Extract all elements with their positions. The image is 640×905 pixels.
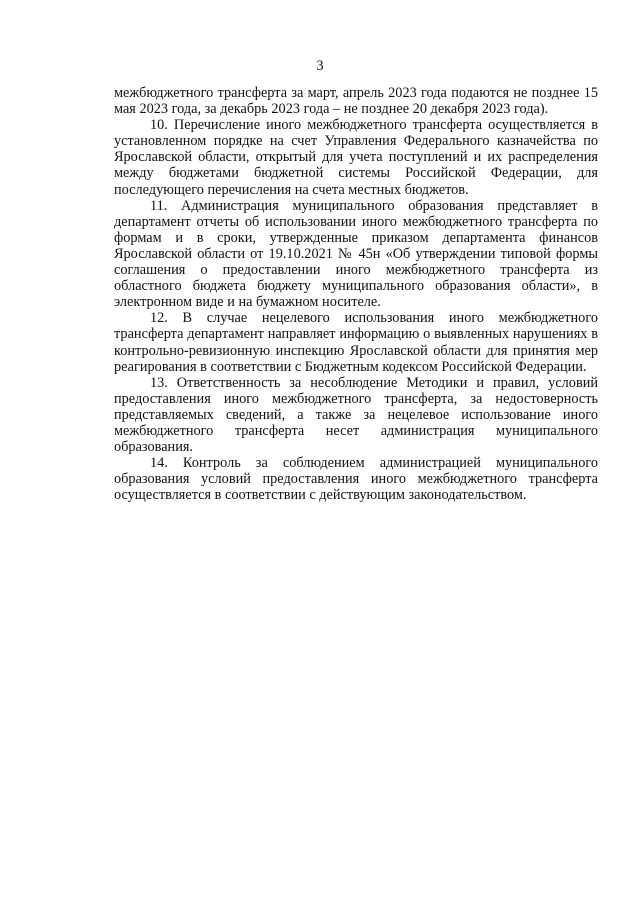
paragraph-12: 12. В случае нецелевого использования иного межбюджетного трансферта департамент направляет информацию о выявленных нарушениях в контрольно-ревизионную инспекцию Ярославской области для принятия мер реагирования в соответствии с Бюджетным кодексом Российской Федерации. (114, 310, 598, 375)
paragraph-13: 13. Ответственность за несоблюдение Методики и правил, условий предоставления иного межбюджетного трансферта, за недостоверность представляемых сведений, а также за нецелевое использование иного межбюджетного трансферта несет администрация муниципального образования. (114, 374, 598, 456)
paragraph-10: 10. Перечисление иного межбюджетного трансферта осуществляется в установленном порядке на счет Управления Федерального казначейства по Ярославской области, открытый для учета поступлений и их распределения между бюджетами бюджетной системы Российской Федерации, для последующего перечисления на счета местных бюджетов. (114, 117, 598, 198)
paragraph-11: 11. Администрация муниципального образования представляет в департамент отчеты об использовании иного межбюджетного трансферта по формам и в сроки, утвержденные приказом департамента финансов Ярославской области от 19.10.2021 № 45н «Об утверждении типовой формы соглашения о предоставлении иного межбюджетного трансферта из областного бюджета бюджету муниципального образования области», в электронном виде и на бумажном носителе. (114, 197, 598, 311)
paragraph-14: 14. Контроль за соблюдением администрацией муниципального образования условий предоставления иного межбюджетного трансферта осуществляется в соответствии с действующим законодательством. (114, 455, 598, 504)
page-number: 3 (316, 58, 324, 74)
paragraph-continuation: межбюджетного трансферта за март, апрель 2023 года подаются не позднее 15 мая 2023 года, за декабрь 2023 года – не позднее 20 декабря 2023 года). (114, 85, 598, 118)
document-body (114, 85, 598, 503)
